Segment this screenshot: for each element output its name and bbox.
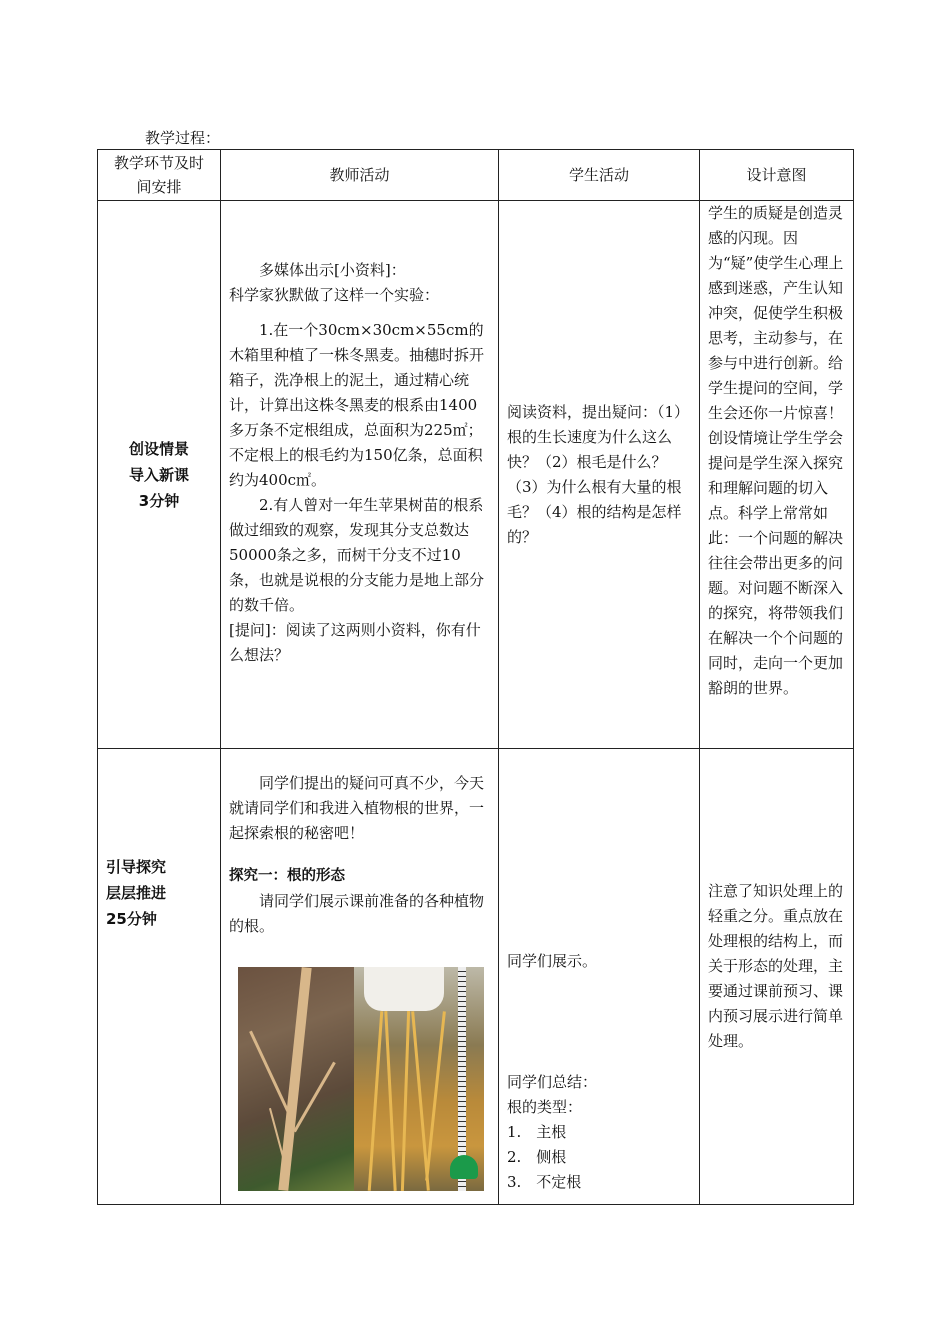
teacher-text: 1.在一个30cm×30cm×55cm的木箱里种植了一株冬黑麦。抽穗时拆开箱子，洗净根上的泥土，通过精心统计，计算出这株冬黑麦的根系由1400多万条不定根组成，总面积为225㎡；不定根上的根毛约为150亿条，总面积约为400c㎡。	[229, 321, 485, 489]
section-heading: 教学过程：	[145, 129, 221, 147]
table-row	[98, 749, 854, 1205]
teacher-text: 多媒体出示[小资料]：	[259, 261, 406, 279]
intent-text: 注意了知识处理上的轻重之分。重点放在处理根的结构上，而关于形态的处理，主要通过课前预习、课内预习展示进行简单处理。	[708, 882, 844, 1050]
student-activity-cell	[499, 201, 700, 749]
header-stage	[98, 150, 221, 201]
teacher-text: 2.有人曾对一年生苹果树苗的根系做过细致的观察，发现其分支总数达50000条之多，而树干分支不过10条，也就是说根的分支能力是地上部分的数千倍。	[229, 496, 485, 614]
stage-line: 25分钟	[106, 910, 157, 928]
taproot-photo	[238, 967, 354, 1191]
teacher-activity-cell	[221, 201, 499, 749]
student-text: 同学们总结：	[507, 1073, 598, 1091]
stage-line: 引导探究	[106, 858, 167, 876]
table-header-row	[98, 150, 854, 201]
header-stage-line1: 教学环节及时	[113, 154, 204, 172]
header-teacher: 教师活动	[221, 150, 499, 201]
header-student: 学生活动	[499, 150, 700, 201]
teacher-text: 科学家狄默做了这样一个实验：	[229, 286, 440, 304]
table-row	[98, 201, 854, 749]
lesson-plan-table	[97, 149, 854, 1205]
fibrous-root-photo	[354, 967, 484, 1191]
logo-icon	[450, 1155, 478, 1179]
header-intent: 设计意图	[700, 150, 854, 201]
list-item: 3. 不定根	[507, 1173, 582, 1191]
student-text: 根的类型：	[507, 1098, 583, 1116]
teacher-text: 同学们提出的疑问可真不少，今天就请同学们和我进入植物根的世界，一起探索根的秘密吧！	[229, 774, 485, 842]
list-item: 1. 主根	[507, 1123, 567, 1141]
root-types-list	[507, 1120, 691, 1195]
intent-text: 学生的质疑是创造灵感的闪现。因为“疑”使学生心理上感到迷惑，产生认知冲突，促使学生积极思考，主动参与，在参与中进行创新。给学生提问的空间，学生会还你一片惊喜！创设情境让学生学会提问是学生深入探究和理解问题的切入点。科学上常常如此：一个问题的解决往往会带出更多的问题。对问题不断深入的探究，将带领我们在解决一个个问题的同时，走向一个更加豁朗的世界。	[708, 204, 844, 697]
teacher-text: 请同学们展示课前准备的各种植物的根。	[229, 892, 485, 935]
list-item: 2. 侧根	[507, 1148, 567, 1166]
stage-cell	[98, 201, 221, 749]
stage-line: 层层推进	[106, 884, 167, 902]
stage-cell	[98, 749, 221, 1205]
root-photo	[238, 967, 484, 1191]
student-text: 同学们展示。	[507, 952, 598, 970]
design-intent-cell	[700, 201, 854, 749]
teacher-text: [提问]：阅读了这两则小资料，你有什么想法？	[229, 621, 481, 664]
explore-title: 探究一：根的形态	[229, 868, 345, 884]
teacher-activity-cell	[221, 749, 499, 1205]
header-stage-line2: 间安排	[136, 178, 182, 196]
student-text: 阅读资料，提出疑问：（1）根的生长速度为什么这么快？（2）根毛是什么？（3）为什么根有大量的根毛？（4）根的结构是怎样的？	[507, 402, 690, 546]
stage-line: 创设情景	[128, 439, 189, 458]
student-activity-cell	[499, 749, 700, 1205]
stage-line: 导入新课	[128, 465, 189, 484]
design-intent-cell	[700, 749, 854, 1205]
stage-line: 3分钟	[138, 491, 180, 510]
